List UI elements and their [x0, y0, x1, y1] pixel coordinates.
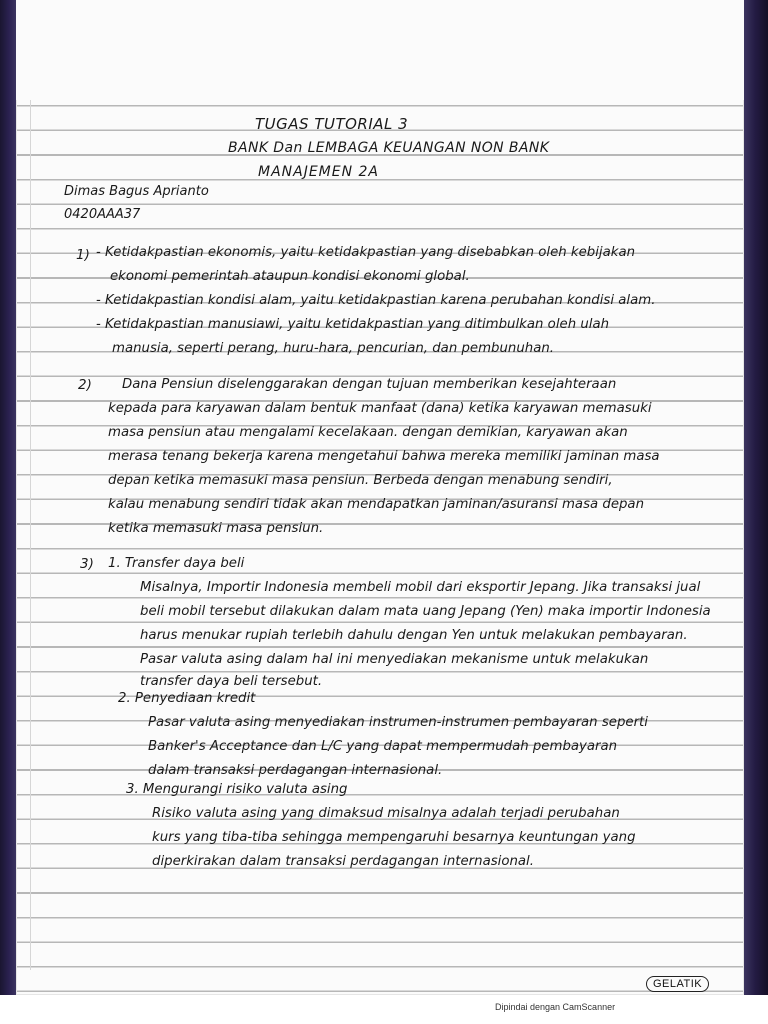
answer-1-line-5: manusia, seperti perang, huru-hara, pencurian, dan pembunuhan.: [112, 341, 555, 356]
answer-2-line-1: Dana Pensiun diselenggarakan dengan tujuan memberikan kesejahteraan: [122, 377, 617, 392]
answer-3-item-3-line-3: diperkirakan dalam transaksi perdagangan internasional.: [152, 854, 534, 869]
answer-3-item-1-line-4: Pasar valuta asing dalam hal ini menyediakan mekanisme untuk melakukan: [140, 652, 649, 667]
answer-3-item-2-line-2: Banker's Acceptance dan L/C yang dapat mempermudah pembayaran: [148, 739, 618, 754]
answer-2-line-3: masa pensiun atau mengalami kecelakaan. dengan demikian, karyawan akan: [108, 425, 628, 440]
answer-1-number: 1): [76, 247, 90, 263]
brand-stamp: GELATIK: [646, 976, 709, 992]
answer-3-item-2-line-3: dalam transaksi perdagangan internasional.: [148, 763, 443, 778]
answer-3-item-3-heading: 3. Mengurangi risiko valuta asing: [126, 782, 348, 797]
scanner-watermark: Dipindai dengan CamScanner: [495, 1002, 616, 1012]
answer-3-item-3-line-2: kurs yang tiba-tiba sehingga mempengaruhi besarnya keuntungan yang: [152, 830, 636, 845]
answer-2-number: 2): [78, 377, 92, 393]
student-id: 0420AAA37: [64, 207, 141, 222]
title-line-2: BANK Dan LEMBAGA KEUANGAN NON BANK: [228, 140, 550, 156]
page-top-margin: [16, 0, 744, 100]
student-name: Dimas Bagus Aprianto: [64, 184, 209, 199]
answer-2-line-7: ketika memasuki masa pensiun.: [108, 521, 324, 536]
answer-3-number: 3): [80, 556, 94, 572]
answer-1-line-4: - Ketidakpastian manusiawi, yaitu ketidakpastian yang ditimbulkan oleh ulah: [96, 317, 610, 332]
answer-3-item-1-line-5: transfer daya beli tersebut.: [140, 674, 323, 689]
answer-2-line-2: kepada para karyawan dalam bentuk manfaat (dana) ketika karyawan memasuki: [108, 401, 652, 416]
page-margin-line: [30, 100, 31, 970]
answer-3-item-3-line-1: Risiko valuta asing yang dimaksud misalnya adalah terjadi perubahan: [152, 806, 620, 821]
answer-1-line-1: - Ketidakpastian ekonomis, yaitu ketidakpastian yang disebabkan oleh kebijakan: [96, 245, 636, 260]
answer-1-line-3: - Ketidakpastian kondisi alam, yaitu ketidakpastian karena perubahan kondisi alam.: [96, 293, 656, 308]
answer-3-item-1-line-2: beli mobil tersebut dilakukan dalam mata uang Jepang (Yen) maka importir Indonesia: [140, 604, 711, 619]
scan-edge-right: [744, 0, 768, 995]
answer-3-item-2-heading: 2. Penyediaan kredit: [118, 691, 256, 706]
scan-edge-left: [0, 0, 16, 995]
answer-3-item-1-line-3: harus menukar rupiah terlebih dahulu dengan Yen untuk melakukan pembayaran.: [140, 628, 688, 643]
answer-3-item-1-line-1: Misalnya, Importir Indonesia membeli mobil dari eksportir Jepang. Jika transaksi jual: [140, 580, 701, 595]
answer-1-line-2: ekonomi pemerintah ataupun kondisi ekonomi global.: [110, 269, 470, 284]
answer-3-item-2-line-1: Pasar valuta asing menyediakan instrumen-instrumen pembayaran seperti: [148, 715, 648, 730]
title-line-3: MANAJEMEN 2A: [258, 164, 380, 180]
answer-2-line-5: depan ketika memasuki masa pensiun. Berbeda dengan menabung sendiri,: [108, 473, 613, 488]
answer-2-line-4: merasa tenang bekerja karena mengetahui bahwa mereka memiliki jaminan masa: [108, 449, 660, 464]
answer-3-item-1-heading: 1. Transfer daya beli: [108, 556, 245, 571]
title-line-1: TUGAS TUTORIAL 3: [255, 115, 409, 133]
answer-2-line-6: kalau menabung sendiri tidak akan mendapatkan jaminan/asuransi masa depan: [108, 497, 645, 512]
